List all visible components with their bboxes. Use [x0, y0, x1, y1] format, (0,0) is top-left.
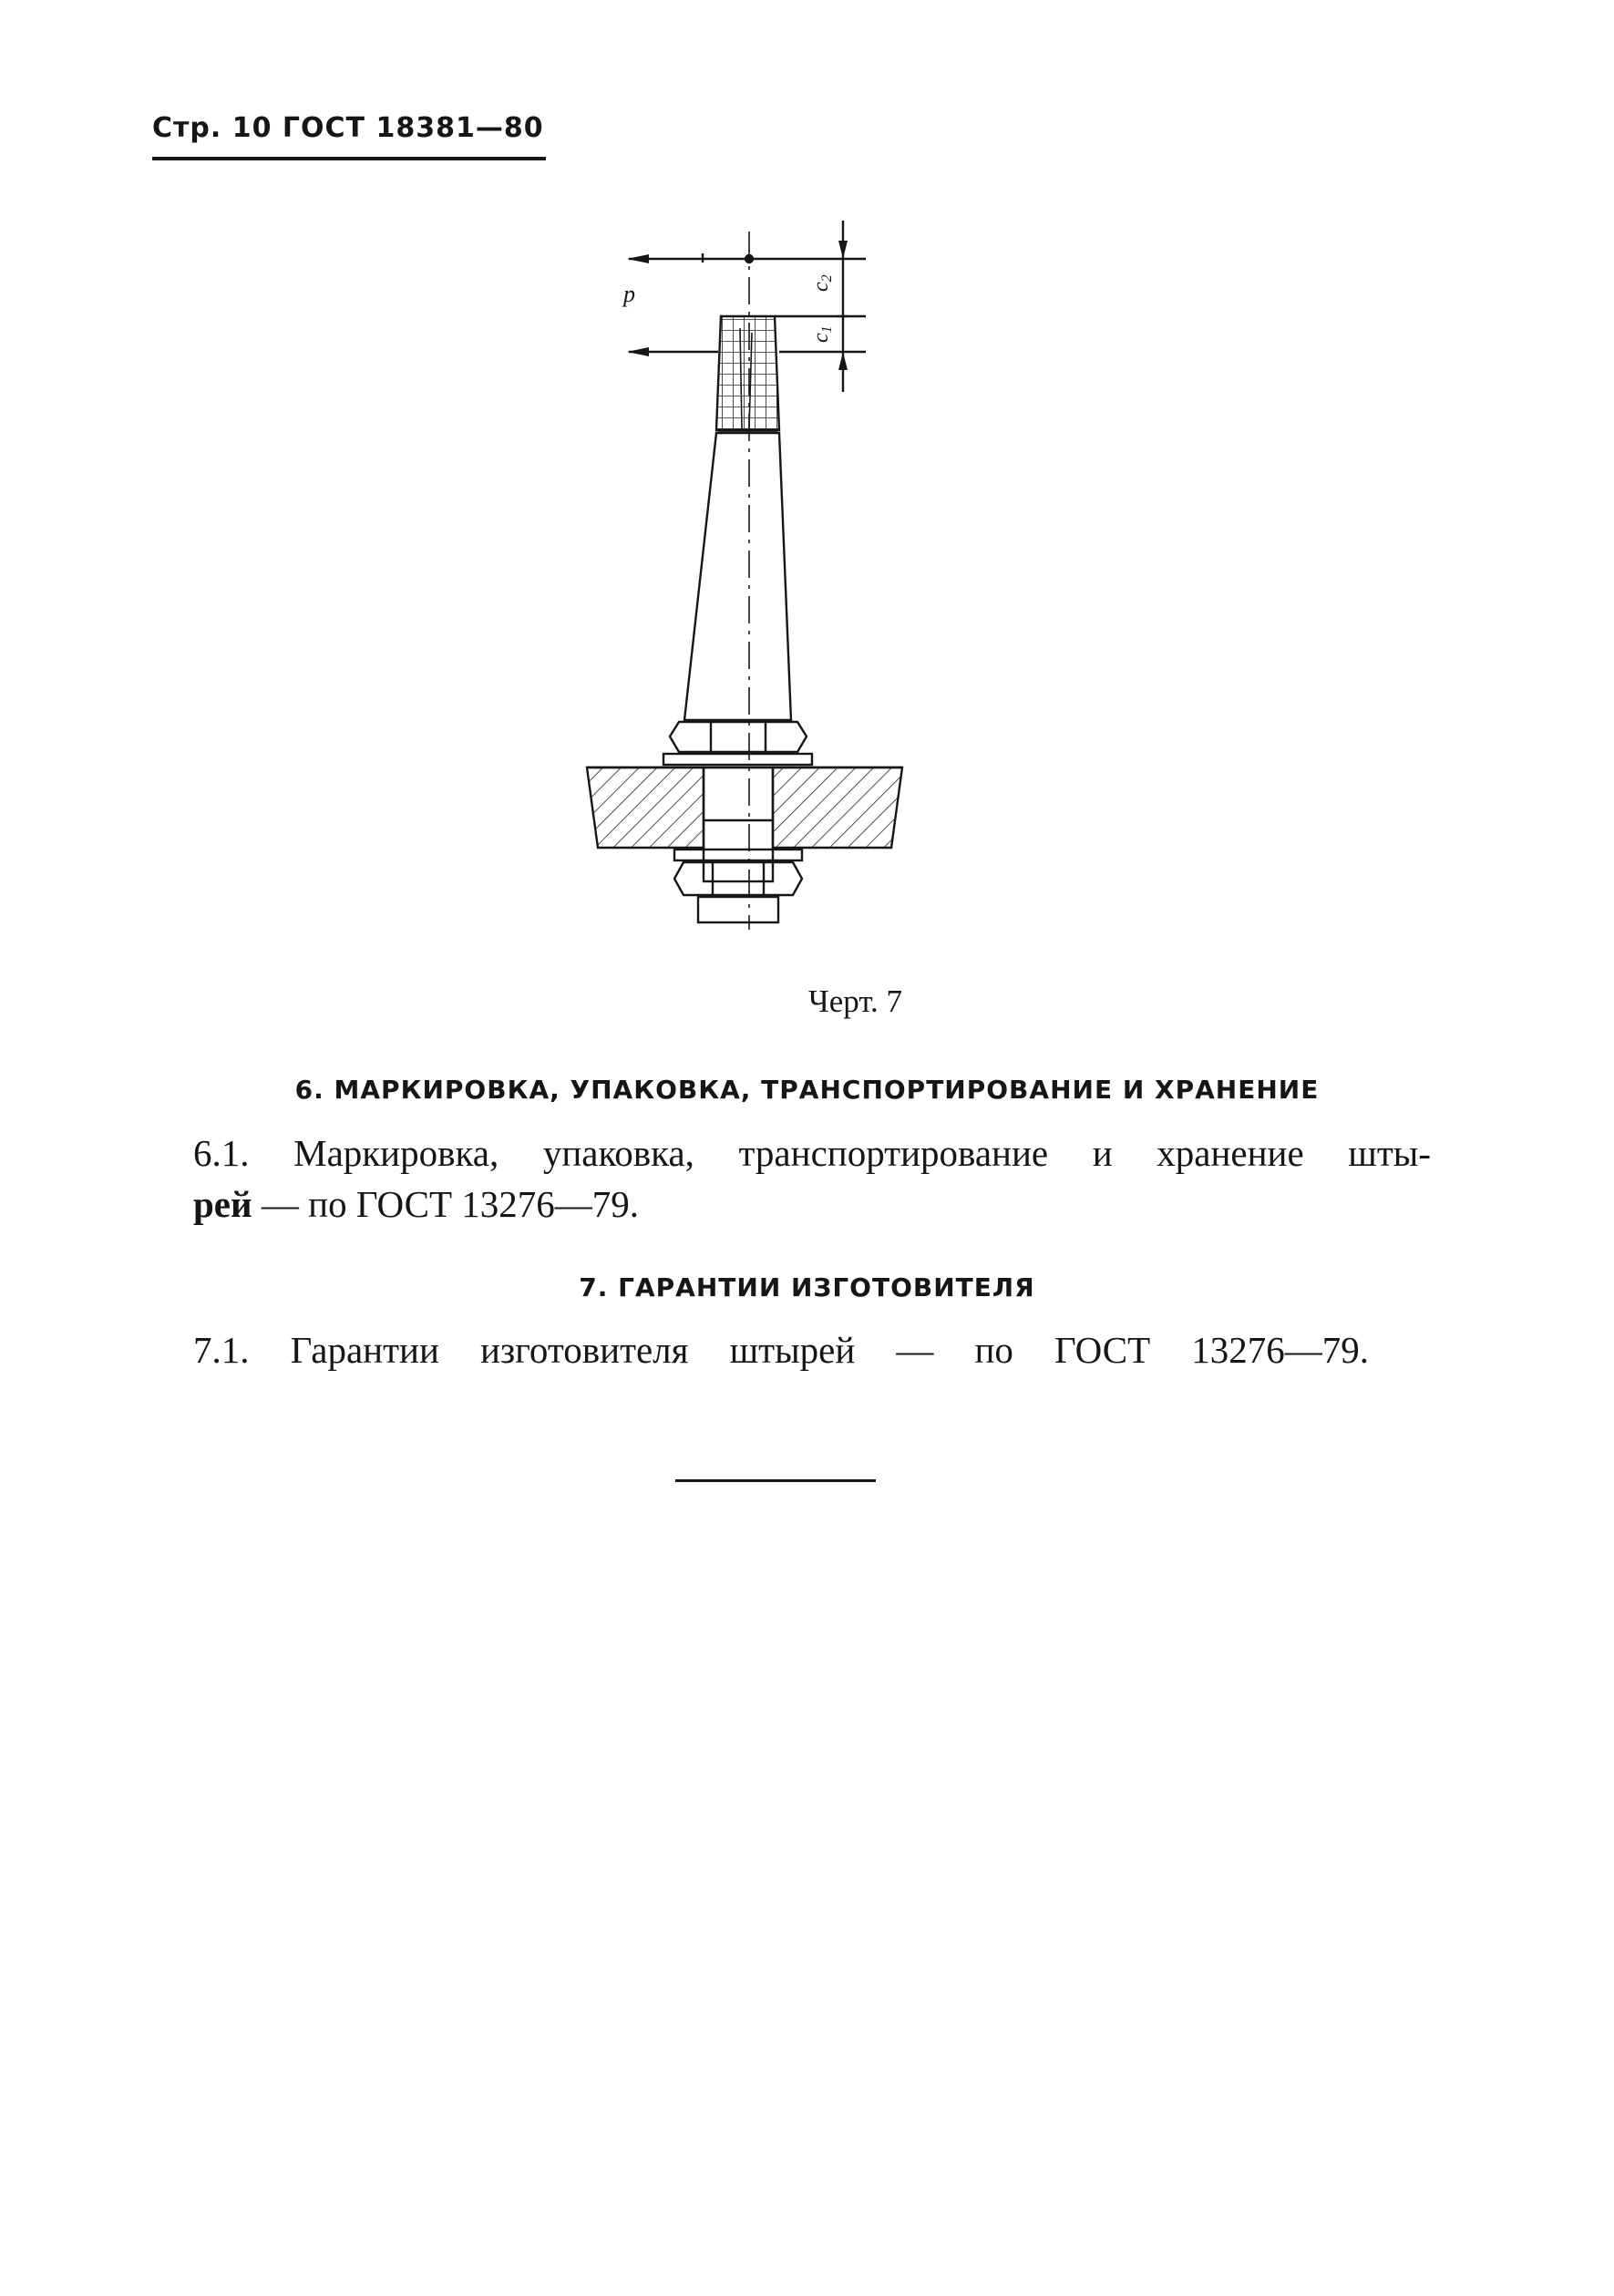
- arrow-p-bottom: [627, 347, 649, 356]
- arrow-c-top: [838, 241, 848, 259]
- bolt-shaft: [704, 767, 773, 881]
- paragraph-6-1-text: Маркировка, упаковка, транспортирование и хранение шты-: [293, 1132, 1431, 1174]
- upper-nut: [670, 722, 807, 752]
- paragraph-7-1: [193, 1324, 1369, 1375]
- paragraph-6-1-line2-start: рей: [193, 1183, 252, 1225]
- figure-caption: Черт. 7: [808, 983, 902, 1019]
- mounting-plate-left: [587, 767, 704, 848]
- paragraph-6-1-line2-rest: — по ГОСТ 13276—79.: [252, 1183, 639, 1225]
- paragraph-6-1-number: 6.1.: [193, 1132, 250, 1174]
- running-header: Стр. 10 ГОСТ 18381—80: [152, 112, 544, 144]
- paragraph-7-1-number: 7.1.: [193, 1329, 250, 1371]
- label-c2: c2: [809, 274, 835, 292]
- end-rule: [675, 1479, 876, 1482]
- figure-caption-wrap: [0, 983, 1614, 1020]
- section-7-heading: 7. ГАРАНТИИ ИЗГОТОВИТЕЛЯ: [579, 1272, 1035, 1302]
- arrow-c-bottom: [838, 352, 848, 370]
- lower-nut: [674, 862, 802, 895]
- pin-head: [716, 316, 779, 430]
- pin-drawing: [547, 210, 930, 966]
- paragraph-6-1: [193, 1127, 1431, 1230]
- paragraph-7-1-line1: [193, 1324, 1369, 1375]
- pin-shank: [684, 433, 791, 720]
- paragraph-7-1-text: Гарантии изготовителя штырей — по ГОСТ 13276—79.: [290, 1329, 1370, 1371]
- paragraph-6-1-line1: [193, 1127, 1431, 1179]
- mounting-plate-right: [773, 767, 902, 848]
- bolt-end: [698, 897, 778, 922]
- section-6-heading: 6. МАРКИРОВКА, УПАКОВКА, ТРАНСПОРТИРОВАНИЕ И ХРАНЕНИЕ: [294, 1075, 1320, 1105]
- lower-washer: [674, 849, 802, 860]
- label-c1: c1: [809, 325, 835, 343]
- arrow-p-top: [627, 254, 649, 263]
- header-rule: [152, 157, 546, 160]
- label-p: p: [623, 281, 635, 307]
- upper-washer: [663, 754, 812, 765]
